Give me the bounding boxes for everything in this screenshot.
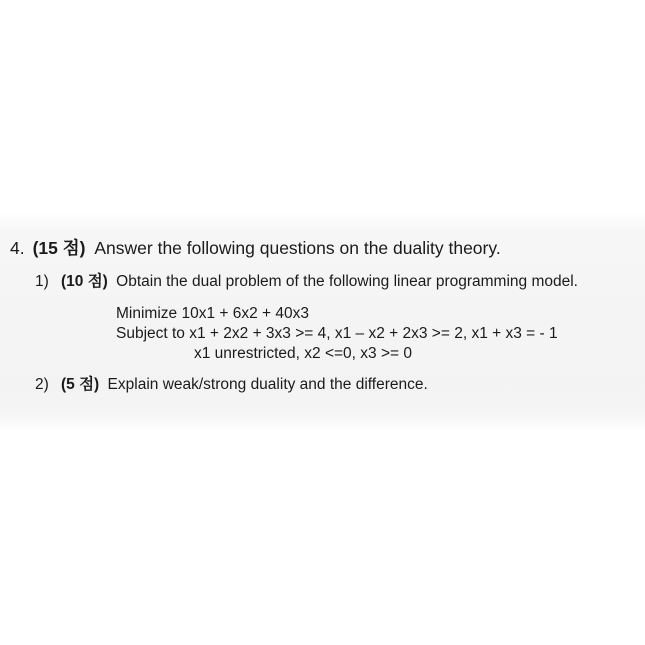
subquestion-1-points: (10 점) [61,273,108,290]
subquestion-2-marker: 2) [35,376,49,393]
subquestion-2-text: Explain weak/strong duality and the difference. [107,376,428,393]
question-points: (15 점) [32,238,86,258]
subquestion-2 [35,377,428,393]
subquestion-1-text: Obtain the dual problem of the following linear programming model. [116,273,578,290]
question-number: 4. [10,238,25,258]
subquestion-2-points: (5 점) [61,376,100,393]
subquestion-1 [35,274,578,290]
lp-variable-bounds: x1 unrestricted, x2 <=0, x3 >= 0 [194,345,412,362]
lp-objective: Minimize 10x1 + 6x2 + 40x3 [116,305,309,322]
question-text: Answer the following questions on the duality theory. [94,238,501,258]
lp-constraints: Subject to x1 + 2x2 + 3x3 >= 4, x1 – x2 + 2x3 >= 2, x1 + x3 = - 1 [116,325,558,342]
subquestion-1-marker: 1) [35,273,49,290]
question-4-heading [10,240,501,258]
